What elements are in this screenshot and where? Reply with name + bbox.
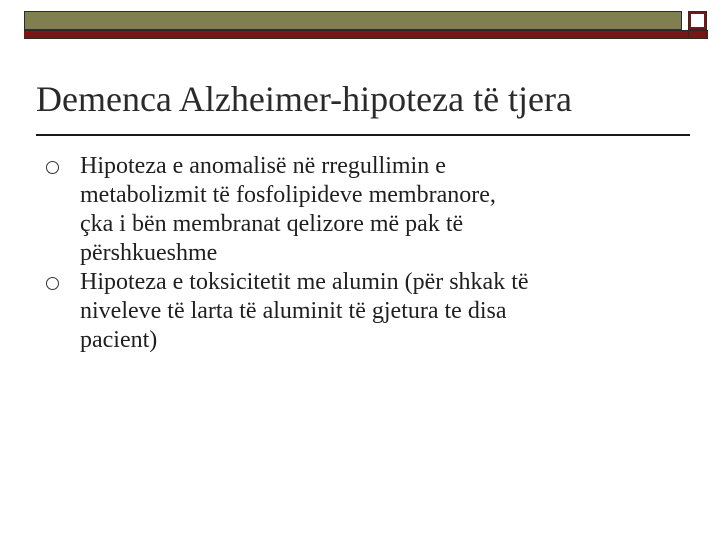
- title-divider: [36, 134, 690, 136]
- header-corner-square: [690, 13, 705, 28]
- header-corner-base: [688, 30, 707, 39]
- slide-title: Demenca Alzheimer-hipoteza të tjera: [36, 79, 572, 119]
- bullet-item: [46, 152, 686, 268]
- bullet-item: [46, 268, 686, 355]
- hollow-circle-bullet-icon: [46, 277, 59, 290]
- bullet-text: Hipoteza e toksicitetit me alumin (për shkak të niveleve të larta të aluminit të gjetura te disa pacient): [80, 269, 529, 353]
- bullet-text: Hipoteza e anomalisë në rregullimin e metabolizmit të fosfolipideve membranore, çka i bën membranat qelizore më pak të përshkueshme: [80, 153, 496, 266]
- hollow-circle-bullet-icon: [46, 161, 59, 174]
- bullet-list: [46, 152, 686, 355]
- header-accent-rule: [24, 30, 708, 39]
- header-decor-bar: [24, 11, 682, 30]
